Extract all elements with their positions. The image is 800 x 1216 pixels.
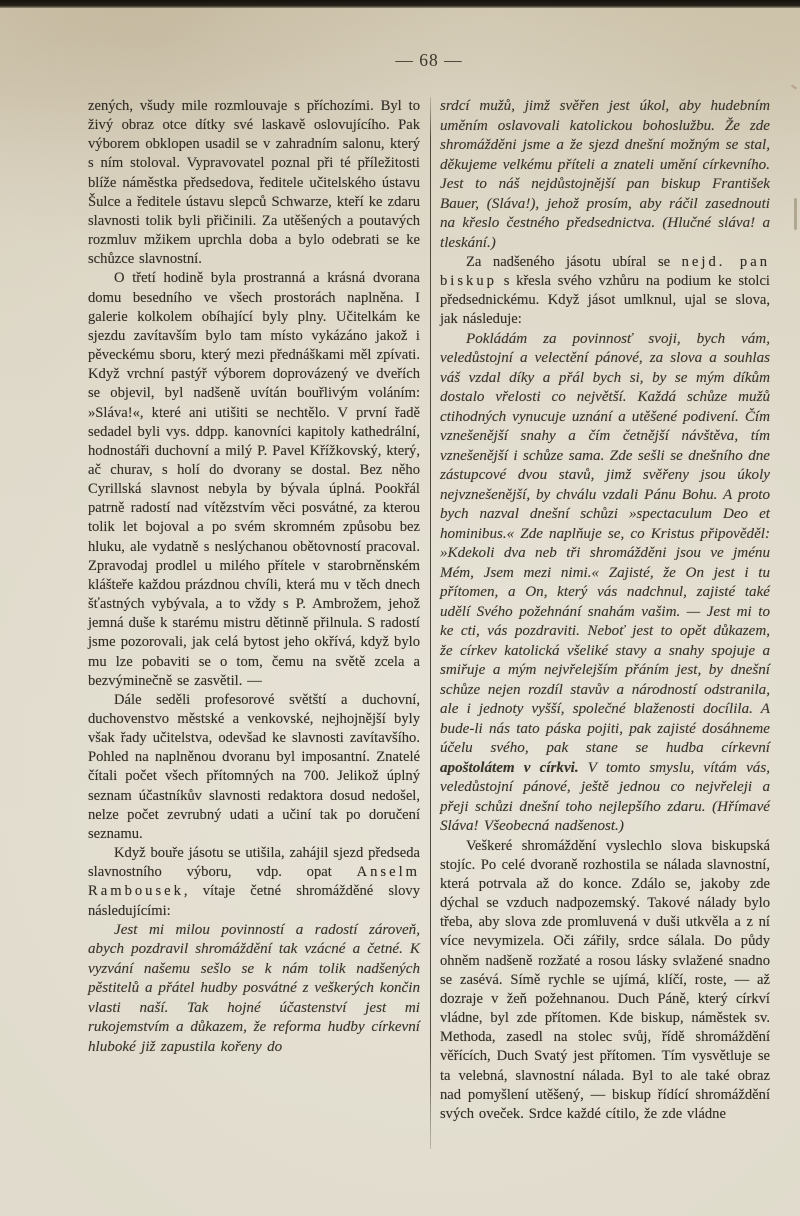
text-segment: Pokládám za povinnosť svoji, bych vám, veledůstojní a velectění pánové, za slova a souhlas váš vzdal díky a přál bych si, by se mým díkům dostalo vřelosti co největší. Každá schůze mužů ctihodných vynucuje uznání a utěšené podivení. Čím vznešenější snahy a čím četnější návštěva, tím vznešenější i schůze sama. Zde sešli se dnešního dne zástupcové dvou stavů, jimž svěřeny jsou úkoly nejvznešenější, by chválu vzdali Pánu Bohu. A proto bych nazval dnešní schůzi »spectaculum Deo et hominibus.« Zde naplňuje se, co Kristus připověděl: »Kdekoli dva neb tři shromážděni jsou ve jménu Mém, Jsem mezi nimi.« Zajisté, že On jest i tu přítomen, a On, který vás nadchnul, zajisté také udělí Svého požehnání snahám vašim. — Jest mi to ke cti, vás pozdraviti. Neboť jest to opět důkazem, že církev katolická všeliké stavy a snahy spojuje a smiřuje a mým nejvřelejším přáním jest, by dnešní schůze nejen rozdíl stavův a národností odstranila, ale i jednoty vyšší, společné blaženosti docílila. A bude-li nás tato páska pojiti, pak zajisté dosáhneme účelu svého, pak stane se hudba církevní <box>440 330 770 757</box>
paragraph <box>440 330 770 837</box>
text-segment: Dále seděli profesorové světští a duchovní, duchovenstvo městské a venkovské, nejhojnější byly však řady učitelstva, odevšad ke slavnosti zavítavšího. Pohled na naplněnou dvoranu byl imposantní. Znatelé čítali počet všech přítomných na 700. Jelikož úplný seznam účastníkův slavnosti redaktora dosud nedošel, nelze počet zevrubný udati a učiní tak po doručení seznamu. <box>88 691 420 842</box>
scan-edge-shadow <box>0 0 800 8</box>
text-segment: Jest mi milou povinností a radostí zároveň, abych pozdravil shromáždění tak vzácné a četné. K vyzvání našemu sešlo se k nám tolik nadšených pěstitelů a přátel hudby posvátné z veškerých končin vlasti naší. Tak hojné účastenství jest mi rukojemstvím a důkazem, že reforma hudby církevní hluboké již zapustila kořeny do <box>88 921 420 1055</box>
left-column <box>88 97 420 1057</box>
text-segment: Když bouře jásotu se utišila, zahájil sjezd předseda slavnostního výboru, vdp. opat <box>88 845 420 881</box>
text-segment: Anselm Rambousek <box>88 864 420 900</box>
paragraph <box>88 97 420 269</box>
paragraph <box>440 837 770 1124</box>
scan-margin-artifact <box>794 198 797 230</box>
text-segment: nejd. pan biskup <box>440 254 770 290</box>
paragraph <box>88 921 420 1058</box>
text-segment: Za nadšeného jásotu ubíral se <box>466 254 682 270</box>
text-segment: zených, všudy mile rozmlouvaje s příchozími. Byl to živý obraz otce dítky své laskavě oslovujícího. Pak výborem obklopen usadil se v zahradním salonu, který s ním stoloval. Vypravovatel poznal při té příležitosti blíže náměstka předsedova, ředitele učitelského ústavu Šulce a ředitele ústavu slepců Schwarze, kteří ke zdaru slavnosti tolik byli přičinili. Za utěšených a poutavých rozmluv mžikem uprchla doba a bylo odebrati se ke schůzce slavnostní. <box>88 98 420 268</box>
text-segment: srdcí mužů, jimž svěřen jest úkol, aby hudebním uměním oslavovali katolickou bohoslužbu. Že zde shromážděni jsme a že sjezd dnešní možným se stal, děkujeme velkému příteli a znateli umění církevního. Jest to náš nejdůstojnější pan biskup František Bauer, (Sláva!), jehož prosím, aby ráčil zasednouti na křeslo čestného předsednictva. (Hlučné sláva! a tleskání.) <box>440 98 770 251</box>
right-column <box>440 97 770 1124</box>
text-segment: , vítaje četné shromážděné slovy následujícími: <box>88 883 420 919</box>
paragraph <box>440 253 770 330</box>
text-block <box>88 97 770 1149</box>
text-segment: V tomto smyslu, vítám vás, veledůstojní pánové, ještě jednou co nejvřeleji a přeji schůzi dnešní toho nejlepšího zdaru. (Hřímavé Sláva! Všeobecná nadšenost.) <box>440 759 771 835</box>
paragraph <box>440 97 770 253</box>
column-divider-rule <box>430 97 431 1149</box>
paragraph <box>88 269 420 690</box>
paragraph <box>88 691 420 844</box>
paragraph <box>88 844 420 921</box>
text-segment: apoštolátem v církvi. <box>440 759 579 776</box>
text-segment: s křesla svého vzhůru na podium ke stolci předsednickému. Když jásot umlknul, ujal se slova, jak následuje: <box>440 273 770 328</box>
page-number: — 68 — <box>395 50 463 70</box>
text-segment: O třetí hodině byla prostranná a krásná dvorana domu besedního ve všech prostorách naplněna. I galerie kolkolem obíhající byly plny. Učitelkám ke sjezdu zavítavším bylo tam místo vykázáno jakož i pěveckému sboru, který mezi přednáškami měl zpívati. Když vrchní pastýř výborem doprovázený ve dveřích se objevil, byl nadšeně uvítán bouřlivým voláním: »Sláva!«, které ani utišiti se nechtělo. V první řadě sedadel byli vys. ddpp. kanovníci kapitoly kathedrální, hodnostáři duchovní a milý P. Pavel Křížkovský, který, ač churav, s holí do dvorany se dostal. Bez něho Cyrillská slavnost nebyla by bývala úplná. Pookřál patrně radostí nad vítězstvím věci posvátné, za kterou tolik let bojoval a po svém skromném způsobu bez hluku, ale vydatně s neslýchanou obětovností pracoval. Zpravodaj prodlel u milého přítele v starobrněnském klášteře každou prázdnou chvíli, která mu v těch dnech šťastných vybývala, a to vždy s P. Ambrožem, jehož jemná duše k starému mistru dětinně přilnula. S radostí jsme pozorovali, jak celá bytost jeho okřívá, když bylo mu lze pobaviti se o tom, čemu na světě zcela a bezvýminečně se zasvětil. — <box>88 270 420 689</box>
scan-scratch-artifact <box>791 84 797 89</box>
text-segment: Veškeré shromáždění vyslechlo slova biskupská stojíc. Po celé dvoraně rozhostila se nálada slavnostní, která potrvala až do konce. Zdálo se, jakoby zde dýchal se vzduch nadpozemský. Takové nálady bylo třeba, aby slova zde promluvená v duši utkvěla a z ní více nevymizela. Oči zářily, srdce sálala. Do půdy ohněm nadšeně rozžaté a rosou lásky svlažené snadno se zasévá. Símě rychle se ujímá, klíčí, roste, — až dozraje v žeň požehnanou. Duch Páně, který církví vládne, byl zde přítomen. Kde biskup, náměstek sv. Methoda, zasedl na stolec svůj, řídě shromáždění věřících, Duch Svatý jest přítomen. Tím vysvětluje se ta velebná, slavnostní nálada. Byl to ale také obraz nad pomyšlení utěšený, — biskup řídící shromáždění svých oveček. Srdce každé cítilo, že zde vládne <box>440 837 770 1122</box>
